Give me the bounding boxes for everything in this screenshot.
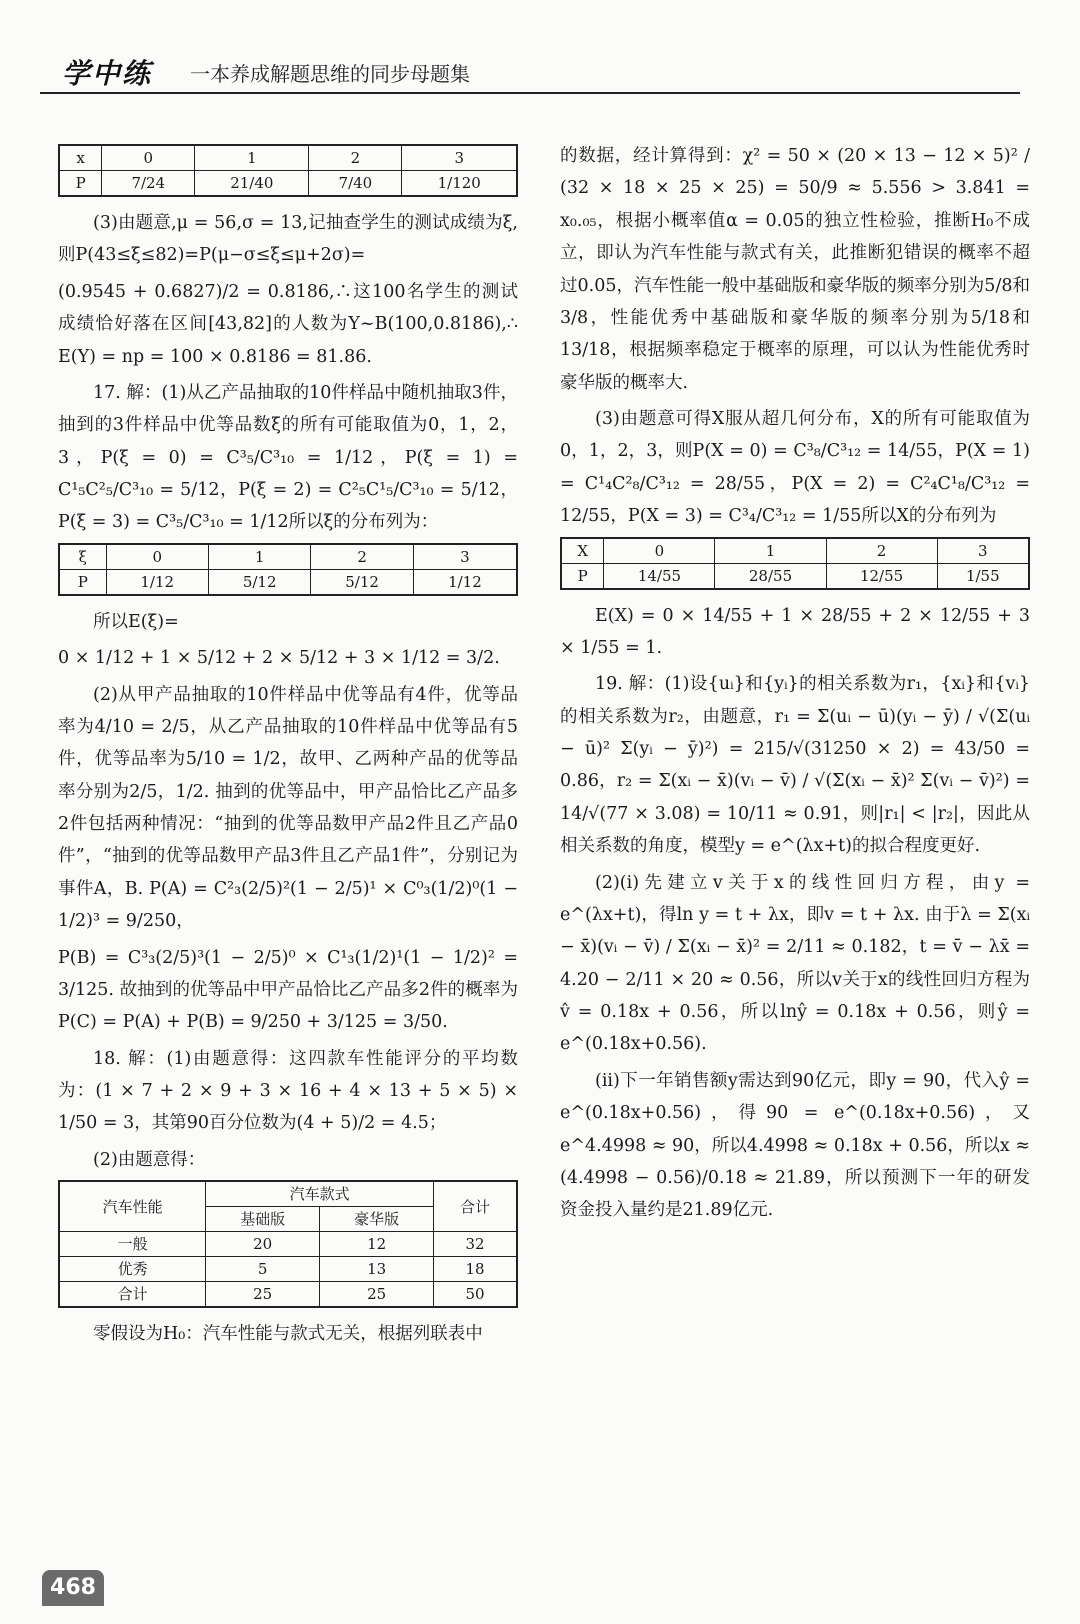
left-column — [58, 140, 518, 1355]
distribution-table-xi — [58, 543, 518, 596]
table-row-label: P — [59, 171, 102, 197]
table-cell: 5 — [206, 1257, 320, 1282]
table-header-cell: 2 — [311, 544, 413, 570]
page-number: 468 — [42, 1570, 104, 1606]
contingency-table — [58, 1180, 518, 1308]
table-header-cell: 汽车款式 — [206, 1181, 434, 1207]
table-header-cell: 豪华版 — [320, 1207, 434, 1232]
paragraph: (0.9545 + 0.6827)/2 = 0.8186,∴这100名学生的测试成绩恰好落在区间[43,82]的人数为Y~B(100,0.8186),∴ E(Y) = np = 100 × 0.8186 = 81.86. — [58, 281, 518, 367]
table-header-cell: 0 — [604, 538, 715, 564]
brand-logo: 学中练 — [62, 57, 153, 90]
table-header-cell: x — [59, 145, 102, 171]
page-header — [40, 52, 1020, 94]
table-cell: 7/40 — [309, 171, 402, 197]
table-header-cell: 1 — [715, 538, 826, 564]
paragraph: (3)由题意,μ = 56,σ = 13,记抽查学生的测试成绩为ξ,则P(43≤ξ≤82)=P(μ−σ≤ξ≤μ+2σ)= — [58, 213, 518, 266]
table-cell: 28/55 — [715, 563, 826, 589]
table-header-cell: 1 — [208, 544, 310, 570]
table-cell: 5/12 — [208, 569, 310, 595]
paragraph: 所以E(ξ)= — [93, 611, 179, 632]
table-cell: 12 — [320, 1232, 434, 1257]
paragraph: 零假设为H₀：汽车性能与款式无关，根据列联表中 — [93, 1324, 483, 1345]
table-cell: 14/55 — [604, 563, 715, 589]
table-cell: 5/12 — [311, 569, 413, 595]
table-header-cell: 1 — [195, 145, 309, 171]
table-cell: 50 — [434, 1282, 517, 1308]
table-cell: 12/55 — [826, 563, 937, 589]
table-header-cell: 合计 — [434, 1181, 517, 1232]
table-header-cell: 基础版 — [206, 1207, 320, 1232]
paragraph: (3)由题意可得X服从超几何分布，X的所有可能取值为0，1，2，3，则P(X = 0) = C³₈/C³₁₂ = 14/55，P(X = 1) = C¹₄C²₈/C³₁₂ = 28/55，P(X = 2) = C²₄C¹₈/C³₁₂ = 12/55，P(X = 3) = C³₄/C³₁₂ = 1/55所以X的分布列为 — [560, 409, 1030, 527]
paragraph: (2)从甲产品抽取的10件样品中优等品有4件，优等品率为4/10 = 2/5，从乙产品抽取的10件样品中优等品有5件，优等品率为5/10 = 1/2，故甲、乙两种产品的优等品率分别为2/5，1/2. 抽到的优等品中，甲产品恰比乙产品多2件包括两种情况：“抽到的优等品数甲产品2件且乙产品0件”，“抽到的优等品数甲产品3件且乙产品1件”，分别记为事件A，B. P(A) = C²₃(2/5)²(1 − 2/5)¹ × C⁰₃(1/2)⁰(1 − 1/2)³ = 9/250， — [58, 684, 518, 932]
table-header-cell: 3 — [402, 145, 517, 171]
distribution-table-X — [560, 537, 1030, 590]
paragraph-q18: 18. 解：(1)由题意得：这四款车性能评分的平均数为：(1 × 7 + 2 × 9 + 3 × 16 + 4 × 13 + 5 × 5) × 1/50 = 3，其第90百分位数为(4 + 5)/2 = 4.5； — [58, 1048, 518, 1134]
table-cell: 21/40 — [195, 171, 309, 197]
table-cell: 32 — [434, 1232, 517, 1257]
table-header-cell: 2 — [309, 145, 402, 171]
header-slogan: 一本养成解题思维的同步母题集 — [190, 62, 470, 86]
table-cell: 25 — [320, 1282, 434, 1308]
table-cell: 优秀 — [59, 1257, 206, 1282]
table-cell: 20 — [206, 1232, 320, 1257]
paragraph: P(B) = C³₃(2/5)³(1 − 2/5)⁰ × C¹₃(1/2)¹(1 − 1/2)² = 3/125. 故抽到的优等品中甲产品恰比乙产品多2件的概率为P(C) = P(A) + P(B) = 9/250 + 3/125 = 3/50. — [58, 947, 518, 1033]
table-cell: 1/120 — [402, 171, 517, 197]
table-row-label: P — [59, 569, 106, 595]
paragraph: (2)(i)先建立v关于x的线性回归方程，由y = e^(λx+t)，得ln y = t + λx，即v = t + λx. 由于λ = Σ(xᵢ − x̄)(vᵢ − v̄) / Σ(xᵢ − x̄)² = 2/11 ≈ 0.182，t = v̄ − λx̄ = 4.20 − 2/11 × 20 ≈ 0.56，所以v关于x的线性回归方程为v̂ = 0.18x + 0.56，所以lnŷ = 0.18x + 0.56，则ŷ = e^(0.18x+0.56). — [560, 872, 1030, 1055]
table-row — [59, 1282, 517, 1308]
paragraph: (ii)下一年销售额y需达到90亿元，即y = 90，代入ŷ = e^(0.18x+0.56)，得90 = e^(0.18x+0.56)，又e^4.4998 ≈ 90，所以4.4998 ≈ 0.18x + 0.56，所以x ≈ (4.4998 − 0.56)/0.18 ≈ 21.89，所以预测下一年的研发资金投入量约是21.89亿元. — [560, 1070, 1031, 1221]
formula-line: E(X) = 0 × 14/55 + 1 × 28/55 + 2 × 12/55 + 3 × 1/55 = 1. — [560, 605, 1030, 658]
table-row-label: P — [561, 563, 604, 589]
table-cell: 13 — [320, 1257, 434, 1282]
table-header-cell: 汽车性能 — [59, 1181, 206, 1232]
table-header-cell: 3 — [937, 538, 1029, 564]
table-header-cell: 0 — [106, 544, 208, 570]
paragraph-q19: 19. 解：(1)设{uᵢ}和{yᵢ}的相关系数为r₁，{xᵢ}和{vᵢ}的相关系数为r₂，由题意，r₁ = Σ(uᵢ − ū)(yᵢ − ȳ) / √(Σ(uᵢ − ū)² Σ(yᵢ − ȳ)²) = 215/√(31250 × 2) = 43/50 = 0.86，r₂ = Σ(xᵢ − x̄)(vᵢ − v̄) / √(Σ(xᵢ − x̄)² Σ(vᵢ − v̄)²) = 14/√(77 × 3.08) = 10/11 ≈ 0.91，则|r₁| < |r₂|，因此从相关系数的角度，模型y = e^(λx+t)的拟合程度更好. — [560, 674, 1030, 857]
table-header-cell: 2 — [826, 538, 937, 564]
table-cell: 1/12 — [106, 569, 208, 595]
table-cell: 1/55 — [937, 563, 1029, 589]
distribution-table-x — [58, 144, 518, 197]
table-header-cell: 3 — [413, 544, 517, 570]
table-cell: 25 — [206, 1282, 320, 1308]
formula-line: 0 × 1/12 + 1 × 5/12 + 2 × 5/12 + 3 × 1/12 = 3/2. — [58, 648, 500, 669]
table-header-cell: ξ — [59, 544, 106, 570]
table-row — [59, 1232, 517, 1257]
table-row — [59, 1257, 517, 1282]
table-cell: 1/12 — [413, 569, 517, 595]
paragraph: 的数据，经计算得到：χ² = 50 × (20 × 13 − 12 × 5)² / (32 × 18 × 25 × 25) = 50/9 ≈ 5.556 > 3.841 = x₀.₀₅，根据小概率值α = 0.05的独立性检验，推断H₀不成立，即认为汽车性能与款式有关，此推断犯错误的概率不超过0.05，汽车性能一般中基础版和豪华版的频率分别为5/8和3/8，性能优秀中基础版和豪华版的频率分别为5/18和13/18，根据频率稳定于概率的原理，可以认为性能优秀时豪华版的概率大. — [560, 146, 1030, 393]
table-header-cell: X — [561, 538, 604, 564]
table-cell: 18 — [434, 1257, 517, 1282]
right-column — [560, 140, 1030, 1231]
paragraph-q17: 17. 解：(1)从乙产品抽取的10件样品中随机抽取3件，抽到的3件样品中优等品数ξ的所有可能取值为0，1，2，3，P(ξ = 0) = C³₅/C³₁₀ = 1/12，P(ξ = 1) = C¹₅C²₅/C³₁₀ = 5/12，P(ξ = 2) = C²₅C¹₅/C³₁₀ = 5/12，P(ξ = 3) = C³₅/C³₁₀ = 1/12所以ξ的分布列为： — [58, 382, 518, 533]
paragraph: (2)由题意得： — [93, 1149, 206, 1170]
table-cell: 一般 — [59, 1232, 206, 1257]
table-header-cell: 0 — [102, 145, 195, 171]
table-cell: 合计 — [59, 1282, 206, 1308]
table-cell: 7/24 — [102, 171, 195, 197]
